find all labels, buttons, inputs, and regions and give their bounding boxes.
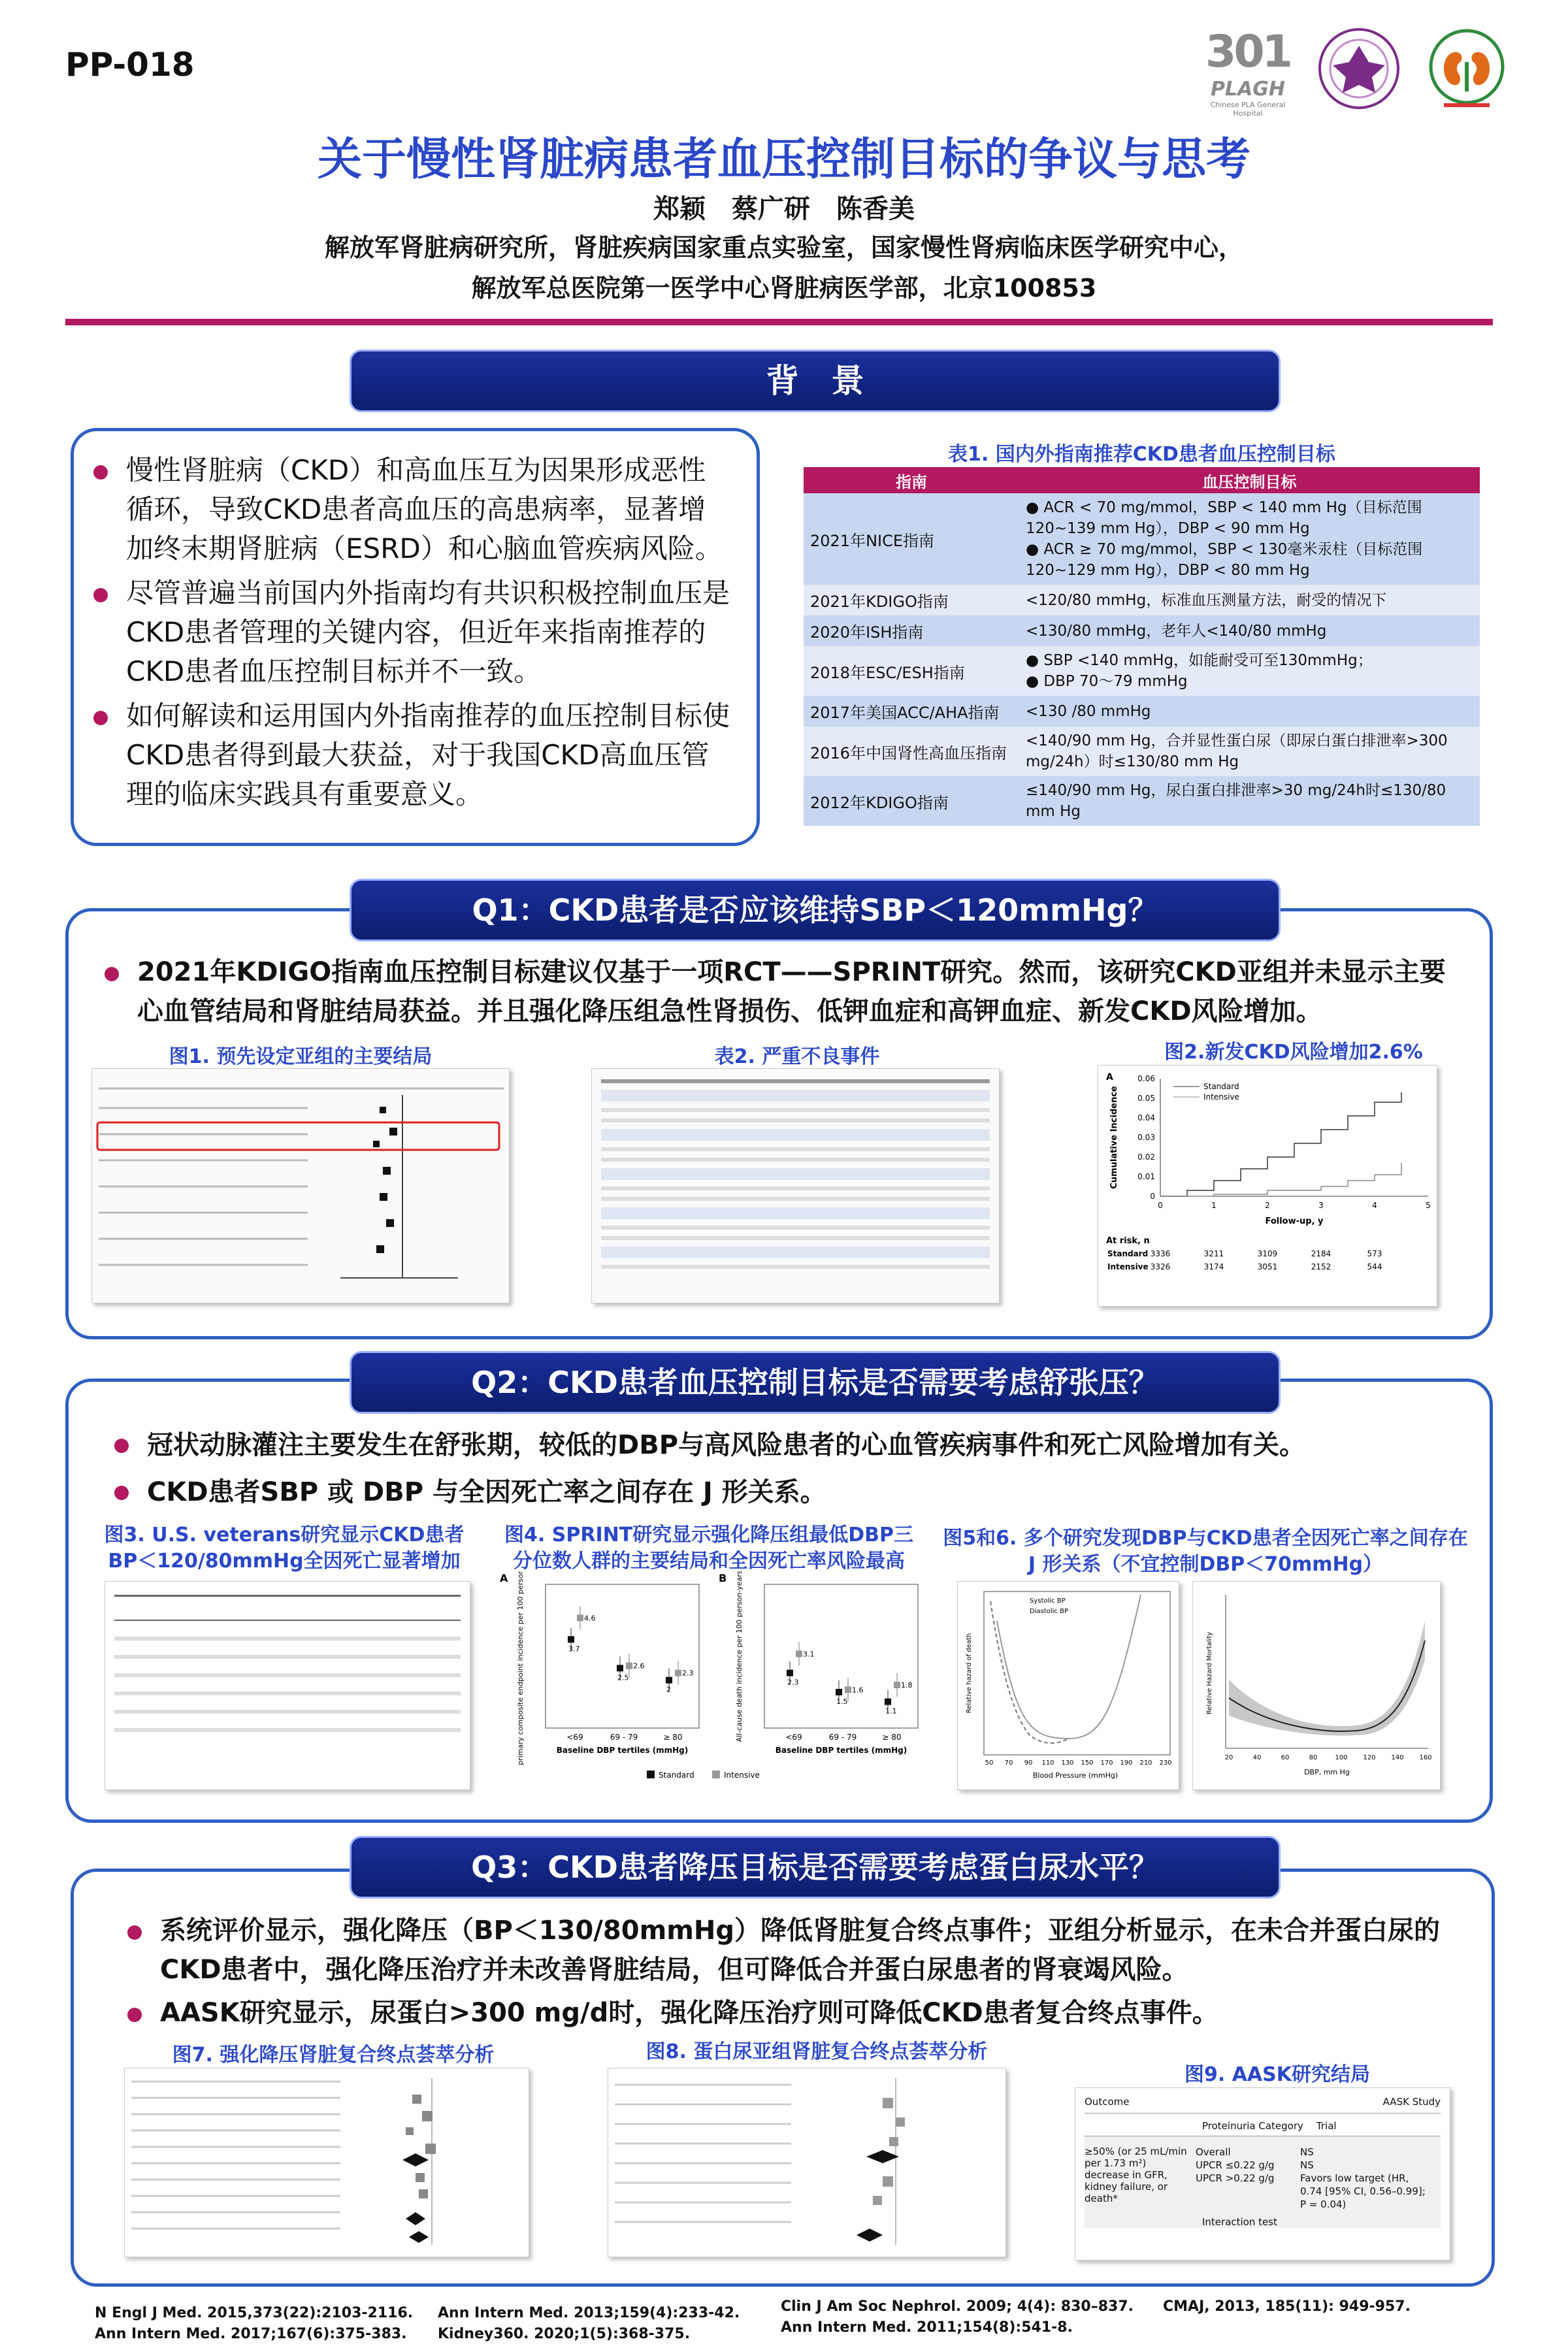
ref-group-4 xyxy=(1163,2296,1411,2317)
fig4-legend-std: Standard xyxy=(659,1771,694,1780)
fig2-x-tick: 4 xyxy=(1372,1201,1377,1210)
ref-3: Ann Intern Med. 2013;159(4):233-42. xyxy=(438,2305,740,2321)
ref-5: Clin J Am Soc Nephrol. 2009; 4(4): 830–837. xyxy=(781,2298,1134,2315)
fig56-caption: 图5和6. 多个研究发现DBP与CKD患者全因死亡率之间存在 J 形关系（不宜控制DBP＜70mmHg） xyxy=(943,1527,1468,1576)
fig2-risk-title: At risk, n xyxy=(1106,1236,1150,1246)
table1-guideline: 2017年美国ACC/AHA指南 xyxy=(804,696,1019,727)
fig4-int-point xyxy=(894,1682,900,1688)
fig4-int-label: 2.3 xyxy=(682,1669,694,1678)
fig4-std-label: 2.3 xyxy=(787,1678,799,1687)
fig4-panel-label: B xyxy=(719,1572,727,1584)
background-bullet-3: 如何解读和运用国内外指南推荐的血压控制目标使CKD患者得到最大获益，对于我国CKD高血压管理的临床实践具有重要意义。 xyxy=(93,696,730,814)
fig4-int-point xyxy=(845,1686,851,1693)
table1-row xyxy=(804,493,1480,585)
fig4-dbp-tertile-chart xyxy=(497,1571,928,1787)
table2-adverse-events xyxy=(591,1068,1000,1303)
fig2-risk-label: Standard xyxy=(1107,1249,1149,1258)
fig2-y-tick: 0.04 xyxy=(1137,1113,1155,1122)
table1-target: <130 /80 mmHg xyxy=(1019,696,1480,727)
fig5-legend-sbp: Systolic BP xyxy=(1030,1597,1066,1605)
fig5-frame xyxy=(984,1592,1170,1755)
table1-caption: 表1. 国内外指南推荐CKD患者血压控制目标 xyxy=(948,443,1335,466)
table1-guideline: 2018年ESC/ESH指南 xyxy=(804,646,1019,696)
fig9-interaction: Interaction test xyxy=(1085,2211,1441,2228)
q1-text xyxy=(105,953,1470,1031)
fig2-panel-label: A xyxy=(1106,1072,1113,1083)
fig4-int-label: 4.6 xyxy=(584,1614,596,1623)
fig2-cumulative-incidence-chart xyxy=(1098,1066,1438,1307)
fig2-risk-value: 2184 xyxy=(1311,1249,1331,1258)
q3-banner: Q3：CKD患者降压目标是否需要考虑蛋白尿水平？ xyxy=(350,1836,1281,1899)
table1-target: <120/80 mmHg，标准血压测量方法，耐受的情况下 xyxy=(1019,585,1480,615)
fig1-caption: 图1. 预先设定亚组的主要结局 xyxy=(169,1045,433,1068)
fig5-legend-dbp: Diastolic BP xyxy=(1030,1608,1068,1615)
fig5-x-tick: 230 xyxy=(1159,1759,1172,1767)
poster-title: 关于慢性肾脏病患者血压控制目标的争议与思考 xyxy=(317,134,1250,186)
fig9-val-low: NS xyxy=(1300,2159,1314,2171)
fig7-caption: 图7. 强化降压肾脏复合终点荟萃分析 xyxy=(172,2044,495,2066)
fig5-x-label: Blood Pressure (mmHg) xyxy=(1032,1771,1119,1780)
fig9-row-label: ≥50% (or 25 mL/min per 1.73 m²) decrease in GFR, kidney failure, or death* xyxy=(1085,2146,1187,2204)
fig4-y-label: primary composite endpoint incidence per 100 person-years xyxy=(516,1571,525,1765)
q1-bullet: 2021年KDIGO指南血压控制目标建议仅基于一项RCT——SPRINT研究。然而，该研究CKD亚组并未显示主要心血管结局和肾脏结局获益。并且强化降压组急性肾损伤、低钾血症和高钾血症、新发CKD风险增加。 xyxy=(105,953,1470,1031)
fig2-risk-value: 3051 xyxy=(1257,1262,1278,1271)
ref-group-1 xyxy=(95,2303,413,2345)
fig2-y-tick: 0.02 xyxy=(1137,1152,1155,1162)
fig2-y-tick: 0.06 xyxy=(1137,1074,1155,1083)
fig9-cat-overall: Overall xyxy=(1196,2146,1231,2158)
table1-guideline: 2021年KDIGO指南 xyxy=(804,585,1019,615)
fig4-int-label: 2.6 xyxy=(633,1661,645,1671)
fig4-y-label: All-cause death incidence per 100 person-years xyxy=(735,1571,743,1742)
fig4-std-point xyxy=(568,1636,574,1642)
fig6-ci-band xyxy=(1229,1621,1425,1736)
fig2-x-tick: 3 xyxy=(1318,1201,1324,1210)
fig2-risk-value: 3336 xyxy=(1150,1249,1171,1258)
fig4-std-label: 1.5 xyxy=(836,1697,848,1706)
authors: 郑颖 蔡广研 陈香美 xyxy=(653,194,915,224)
fig2-x-label: Follow-up, y xyxy=(1265,1217,1324,1226)
fig4-int-point xyxy=(796,1650,802,1657)
plagh-logo-sub: Chinese PLA General Hospital xyxy=(1210,101,1286,118)
plagh-logo-number: 301 xyxy=(1205,26,1290,78)
table1-target: ≤140/90 mm Hg，尿白蛋白排泄率>30 mg/24h时≤130/80 mm Hg xyxy=(1019,776,1480,826)
poster-id: PP-018 xyxy=(65,46,195,84)
fig6-x-tick: 40 xyxy=(1252,1754,1262,1761)
kidney-center-logo-icon xyxy=(1424,26,1509,111)
fig4-panel-label: A xyxy=(500,1572,508,1584)
fig9-caption: 图9. AASK研究结局 xyxy=(1184,2063,1370,2086)
fig2-x-tick: 0 xyxy=(1158,1201,1163,1210)
fig4-x-tick: ≥ 80 xyxy=(882,1733,902,1742)
q3-bullet-1: 系统评价显示，强化降压（BP＜130/80mmHg）降低肾脏复合终点事件；亚组分析显示，在未合并蛋白尿的CKD患者中，强化降压治疗并未改善肾脏结局，但可降低合并蛋白尿患者的肾衰竭风险。 xyxy=(127,1911,1480,1989)
fig2-legend-standard: Standard xyxy=(1203,1082,1239,1091)
fig6-x-tick: 160 xyxy=(1419,1754,1432,1761)
ref-group-2 xyxy=(438,2303,740,2345)
table1-guideline: 2016年中国肾性高血压指南 xyxy=(804,727,1019,776)
fig9-cat-low: UPCR ≤0.22 g/g xyxy=(1196,2159,1275,2171)
fig4-std-point xyxy=(666,1677,672,1684)
fig4-int-label: 3.1 xyxy=(803,1650,815,1659)
fig4-std-point xyxy=(836,1689,842,1695)
table1-guideline: 2021年NICE指南 xyxy=(804,493,1019,585)
q2-bullet-2: CKD患者SBP 或 DBP 与全因死亡率之间存在 J 形关系。 xyxy=(114,1471,1473,1513)
table1-row xyxy=(804,646,1480,696)
fig4-x-tick: <69 xyxy=(785,1733,802,1742)
fig5-y-label: Relative hazard of death xyxy=(966,1633,973,1714)
fig4-int-point xyxy=(626,1663,632,1669)
fig2-y-tick: 0.03 xyxy=(1137,1133,1155,1142)
fig3-caption: 图3. U.S. veterans研究显示CKD患者BP＜120/80mmHg全因死亡显著增加 xyxy=(104,1524,465,1573)
fig4-x-label: Baseline DBP tertiles (mmHg) xyxy=(556,1746,689,1755)
fig2-y-tick: 0 xyxy=(1150,1192,1155,1201)
fig5-x-tick: 70 xyxy=(1004,1759,1013,1767)
fig5-x-tick: 170 xyxy=(1100,1759,1113,1767)
table1-row xyxy=(804,585,1480,615)
ref-4: Kidney360. 2020;1(5):368-375. xyxy=(438,2326,691,2342)
fig2-risk-value: 573 xyxy=(1367,1249,1382,1258)
fig4-int-label: 1.6 xyxy=(852,1686,864,1695)
fig9-val-high: Favors low target (HR, 0.74 [95% CI, 0.56–0.99]; P = 0.04) xyxy=(1300,2172,1426,2210)
fig4-int-point xyxy=(577,1614,583,1621)
fig4-int-label: 1.8 xyxy=(901,1681,913,1690)
fig9-val-overall: NS xyxy=(1300,2146,1314,2158)
fig6-x-tick: 60 xyxy=(1281,1754,1290,1761)
fig4-std-label: 2.5 xyxy=(617,1673,629,1682)
fig9-pcat-header: Proteinuria Category xyxy=(1202,2120,1303,2132)
fig6-y-label: Relative Hazard Mortality xyxy=(1206,1631,1213,1715)
fig2-x-tick: 2 xyxy=(1265,1201,1270,1210)
fig5-diastolic-curve xyxy=(990,1601,1069,1743)
table1-target: ● SBP <140 mmHg，如能耐受可至130mmHg； ● DBP 70～79 mmHg xyxy=(1019,646,1480,696)
fig4-legend-int-swatch xyxy=(712,1771,720,1778)
fig2-risk-value: 2152 xyxy=(1311,1262,1331,1271)
fig2-x-tick: 5 xyxy=(1426,1201,1431,1210)
fig5-x-tick: 50 xyxy=(985,1759,994,1767)
fig2-legend-intensive: Intensive xyxy=(1203,1092,1239,1102)
fig2-x-tick: 1 xyxy=(1211,1201,1217,1210)
fig4-std-point xyxy=(617,1665,623,1671)
fig2-y-label: Cumulative Incidence xyxy=(1109,1086,1119,1189)
fig3-table xyxy=(105,1581,470,1790)
fig4-legend-int: Intensive xyxy=(724,1771,760,1780)
affiliation-1: 解放军肾脏病研究所，肾脏疾病国家重点实验室，国家慢性肾病临床医学研究中心， xyxy=(324,233,1243,262)
fig8-forest-plot xyxy=(608,2068,1006,2257)
table1-target: <130/80 mmHg，老年人<140/80 mmHg xyxy=(1019,615,1480,646)
q3-bullet-2: AASK研究显示，尿蛋白>300 mg/d时，强化降压治疗则可降低CKD患者复合终点事件。 xyxy=(127,1993,1480,2033)
fig7-forest-plot xyxy=(124,2068,529,2257)
fig2-y-tick: 0.01 xyxy=(1137,1172,1155,1181)
fig6-x-tick: 20 xyxy=(1224,1754,1233,1761)
ref-7: CMAJ, 2013, 185(11): 949-957. xyxy=(1163,2298,1411,2315)
fig4-std-label: 1.1 xyxy=(885,1707,897,1716)
fig4-std-label: 3.7 xyxy=(568,1644,580,1654)
fig1-forest-plot xyxy=(91,1068,510,1303)
table2-caption: 表2. 严重不良事件 xyxy=(714,1045,880,1068)
fig5-x-tick: 90 xyxy=(1024,1759,1033,1767)
fig4-x-tick: 69 - 79 xyxy=(610,1733,638,1742)
fig6-x-tick: 100 xyxy=(1335,1754,1348,1761)
q2-banner: Q2：CKD患者血压控制目标是否需要考虑舒张压？ xyxy=(350,1351,1281,1414)
fig2-y-tick: 0.05 xyxy=(1137,1094,1155,1103)
fig2-risk-value: 3326 xyxy=(1150,1262,1171,1271)
background-bullet-1: 慢性肾脏病（CKD）和高血压互为因果形成恶性循环，导致CKD患者高血压的高患病率，显著增加终末期肾脏病（ESRD）和心脑血管疾病风险。 xyxy=(93,451,730,568)
affiliation-2: 解放军总医院第一医学中心肾脏病医学部，北京100853 xyxy=(471,274,1097,302)
fig2-chart-frame xyxy=(1098,1065,1437,1307)
fig2-risk-value: 3174 xyxy=(1203,1262,1224,1271)
table1-row xyxy=(804,776,1480,826)
guideline-table xyxy=(804,467,1480,826)
fig6-x-label: DBP, mm Hg xyxy=(1304,1768,1350,1776)
fig1-forest-graphic xyxy=(92,1069,510,1304)
fig5-x-tick: 130 xyxy=(1061,1759,1074,1767)
fig4-int-point xyxy=(675,1670,681,1676)
fig6-x-tick: 80 xyxy=(1309,1754,1318,1761)
fig2-risk-value: 3109 xyxy=(1257,1249,1278,1258)
background-box xyxy=(71,428,760,846)
fig4-x-tick: 69 - 79 xyxy=(828,1733,857,1742)
fig4-x-tick: ≥ 80 xyxy=(663,1733,683,1742)
fig5-x-tick: 190 xyxy=(1120,1759,1133,1767)
table1-target: <140/90 mm Hg，合并显性蛋白尿（即尿白蛋白排泄率>300 mg/24h）时≤130/80 mm Hg xyxy=(1019,727,1480,776)
plagh-logo xyxy=(1199,26,1297,118)
fig8-caption: 图8. 蛋白尿亚组肾脏复合终点荟萃分析 xyxy=(645,2040,988,2063)
fig2-risk-label: Intensive xyxy=(1107,1262,1149,1271)
fig5-j-curve-chart xyxy=(958,1582,1180,1791)
fig4-chart-frame xyxy=(497,1571,928,1787)
table1-guideline: 2012年KDIGO指南 xyxy=(804,776,1019,826)
fig4-legend-std-swatch xyxy=(647,1771,655,1778)
table1-header-guideline: 指南 xyxy=(804,467,1019,493)
fig2-risk-value: 544 xyxy=(1367,1262,1382,1271)
ref-2: Ann Intern Med. 2017;167(6):375-383. xyxy=(95,2326,407,2342)
table1-guideline: 2020年ISH指南 xyxy=(804,615,1019,646)
fig6-chart-frame xyxy=(1192,1581,1441,1790)
fig4-std-point xyxy=(787,1670,793,1676)
ref-6: Ann Intern Med. 2011;154(8):541-8. xyxy=(781,2319,1073,2336)
fig7-forest-graphic xyxy=(125,2068,530,2258)
ref-group-3 xyxy=(781,2296,1134,2338)
lab-logo-icon xyxy=(1316,26,1401,111)
fig4-std-label: 2 xyxy=(666,1685,671,1694)
table1-row xyxy=(804,615,1480,646)
table1-target: ● ACR < 70 mg/mmol，SBP < 140 mm Hg（目标范围120~139 mm Hg），DBP < 90 mm Hg ● ACR ≥ 70 mg/mmol，SBP < 130毫米汞柱（目标范围120~129 mm Hg），DBP < 80 mm Hg xyxy=(1019,493,1480,585)
fig5-x-tick: 210 xyxy=(1139,1759,1152,1767)
table1-row xyxy=(804,727,1480,776)
fig6-dbp-mortality-chart xyxy=(1193,1582,1441,1791)
fig9-outcome-header: Outcome xyxy=(1085,2096,1130,2108)
table1-header-target: 血压控制目标 xyxy=(1019,467,1480,493)
fig2-caption: 图2.新发CKD风险增加2.6% xyxy=(1164,1041,1423,1064)
fig8-forest-graphic xyxy=(608,2068,1007,2258)
q3-text xyxy=(127,1911,1480,2033)
fig4-panel-frame xyxy=(546,1584,699,1728)
fig5-x-tick: 150 xyxy=(1081,1759,1094,1767)
table1-row xyxy=(804,696,1480,727)
fig6-x-tick: 120 xyxy=(1363,1754,1376,1761)
fig9-study-header: AASK Study xyxy=(1382,2096,1441,2108)
fig9-trial-header: Trial xyxy=(1316,2120,1337,2132)
fig5-x-tick: 110 xyxy=(1041,1759,1054,1767)
fig4-std-point xyxy=(885,1699,891,1705)
background-banner: 背 景 xyxy=(350,350,1281,412)
plagh-logo-name: PLAGH xyxy=(1210,78,1286,101)
fig6-x-tick: 140 xyxy=(1391,1754,1404,1761)
q2-text xyxy=(114,1424,1473,1513)
fig2-intensive-line xyxy=(1160,1163,1401,1196)
ref-1: N Engl J Med. 2015,373(22):2103-2116. xyxy=(95,2305,414,2321)
fig9-cat-high: UPCR >0.22 g/g xyxy=(1196,2172,1275,2184)
fig4-x-label: Baseline DBP tertiles (mmHg) xyxy=(775,1746,907,1755)
fig4-caption: 图4. SPRINT研究显示强化降压组最低DBP三分位数人群的主要结局和全因死亡率风险最高 xyxy=(504,1524,913,1573)
fig9-table xyxy=(1075,2087,1450,2261)
fig2-risk-value: 3211 xyxy=(1203,1249,1224,1258)
title-divider xyxy=(65,319,1493,325)
fig4-x-tick: <69 xyxy=(566,1733,583,1742)
fig5-chart-frame xyxy=(957,1581,1179,1790)
background-bullet-2: 尽管普遍当前国内外指南均有共识积极控制血压是CKD患者管理的关键内容，但近年来指南推荐的CKD患者血压控制目标并不一致。 xyxy=(93,574,730,691)
q2-bullet-1: 冠状动脉灌注主要发生在舒张期，较低的DBP与高风险患者的心血管疾病事件和死亡风险增加有关。 xyxy=(114,1424,1473,1466)
q1-banner: Q1：CKD患者是否应该维持SBP＜120mmHg？ xyxy=(350,879,1281,941)
